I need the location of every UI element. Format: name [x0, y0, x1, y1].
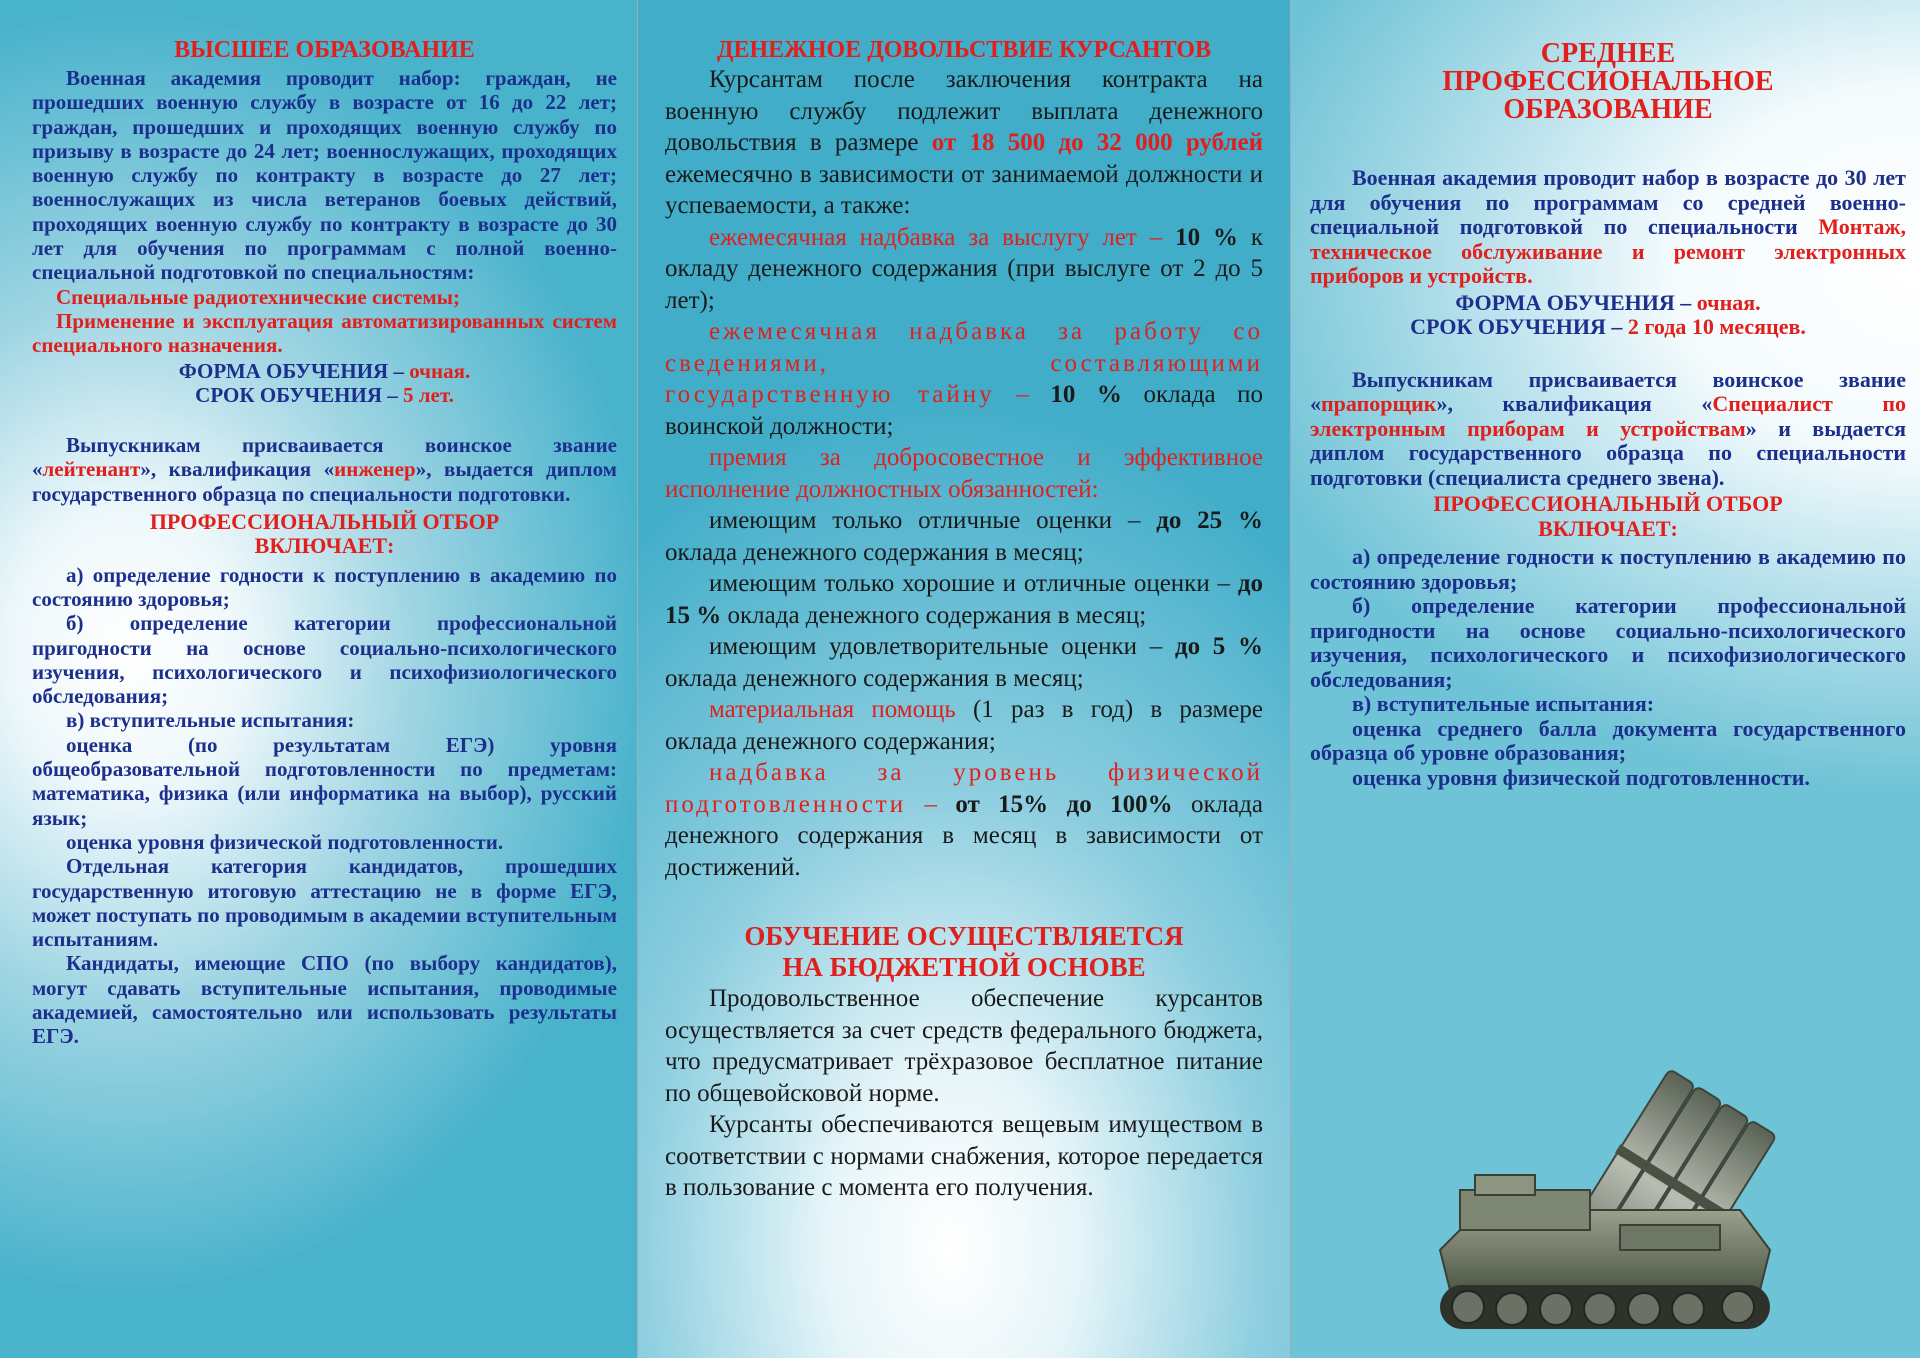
secondary-title-line3: ОБРАЗОВАНИЕ — [1503, 94, 1713, 125]
study-term — [32, 383, 617, 407]
selection-item-b: б) определение категории профессиональной пригодности на основе социально-психологического изучения, психологического и психофизиологического обследования; — [32, 611, 617, 709]
allowance-intro-post: ежемесячно в зависимости от занимаемой должности и успеваемости, а также: — [665, 160, 1263, 219]
rank-warrant-officer: прапорщик — [1321, 391, 1437, 416]
selection-title — [32, 510, 617, 559]
secondary-term-label: СРОК ОБУЧЕНИЯ – — [1410, 314, 1623, 339]
premium-excellent-value: до 25 % — [1156, 507, 1264, 534]
premium-satisfactory-post: оклада денежного содержания в месяц; — [665, 664, 1084, 692]
secondary-sel-a: а) определение годности к поступлению в академию по состоянию здоровья; — [1310, 544, 1906, 594]
bonus-secret-label: ежемесячная надбавка за работу со сведениями, составляющими государственную тайну — [665, 318, 1263, 408]
bonus-seniority — [665, 222, 1263, 317]
material-aid-text: (1 раз в год) в размере оклада денежного содержания; — [665, 696, 1263, 755]
bonus-physical-text: оклада денежного содержания в месяц в зависимости от достижений. — [665, 790, 1263, 881]
secondary-selection-line1: ПРОФЕССИОНАЛЬНЫЙ ОТБОР — [1433, 491, 1783, 516]
secondary-grad-pre: Выпускникам присваивается воинское звание « — [1310, 366, 1906, 416]
premium-satisfactory — [665, 631, 1263, 694]
extra-paragraph-2: Кандидаты, имеющие СПО (по выбору кандидатов), могут сдавать вступительные испытания, проводимые академией, самостоятельно или использовать результаты ЕГЭ. — [32, 951, 617, 1049]
bonus-secret-text: оклада по воинской должности; — [665, 381, 1264, 440]
bonus-physical-label: надбавка за уровень физической подготовленности — [665, 759, 1263, 818]
qualification-specialist: Специалист по электронным приборам и устройствам — [1310, 391, 1907, 441]
higher-education-title: ВЫСШЕЕ ОБРАЗОВАНИЕ — [174, 37, 475, 63]
budget-title-line2: НА БЮДЖЕТНОЙ ОСНОВЕ — [782, 952, 1146, 982]
bonus-premium: премия за добросовестное и эффективное исполнение должностных обязанностей: — [665, 444, 1263, 503]
intro-paragraph: Военная академия проводит набор: граждан, не прошедших военную службу в возрасте от 16 до 22 лет; граждан, прошедших и проходящих военную службу по призыву в возрасте до 24 лет; военнослужащих, проходящих военную службу по контракту в возрасте до 27 лет; военнослужащих из числа ветеранов боевых действий, проходящих военную службу по контракту в возрасте до 30 лет для обучения по программам с полной военно-специальной подготовкой по специальностям: — [32, 66, 617, 285]
secondary-sel-c2: оценка уровня физической подготовленности. — [1352, 764, 1810, 790]
premium-good — [665, 568, 1263, 631]
secondary-sel-b: б) определение категории профессиональной пригодности на основе социально-психологического изучения, психологического и психофизиологического обследования; — [1310, 593, 1906, 692]
graduate-text-post: », выдается диплом государственного образца по специальности подготовки. — [32, 457, 617, 506]
secondary-education-title — [1310, 40, 1906, 124]
secondary-grad-mid: », квалификация « — [1436, 391, 1713, 416]
secondary-selection-line2: ВКЛЮЧАЕТ: — [1538, 515, 1678, 541]
graduate-text-mid: », квалификация « — [140, 457, 335, 482]
premium-good-value: до 15 % — [665, 570, 1263, 629]
missile-launcher-vehicle-icon — [1420, 1060, 1800, 1350]
study-term-label: СРОК ОБУЧЕНИЯ – — [195, 382, 398, 407]
bonus-seniority-text: к окладу денежного содержания (при выслуге от 2 до 5 лет); — [665, 223, 1264, 314]
bonus-secret-value: 10 % — [1050, 381, 1122, 408]
premium-excellent-post: оклада денежного содержания в месяц; — [665, 538, 1084, 566]
study-form-value: очная. — [409, 358, 471, 383]
selection-item-a: а) определение годности к поступлению в академию по состоянию здоровья; — [32, 562, 617, 611]
selection-item-c2: оценка уровня физической подготовленности. — [66, 829, 504, 854]
bonus-secret-dash: – — [1016, 381, 1029, 408]
bonus-physical-value: от 15% до 100% — [955, 790, 1173, 818]
premium-satisfactory-value: до 5 % — [1174, 633, 1263, 660]
graduate-text-pre: Выпускникам присваивается воинское звание « — [32, 433, 617, 482]
budget-food: Продовольственное обеспечение курсантов осуществляется за счет средств федерального бюджета, что предусматривает трёхразовое бесплатное питание по общевойсковой норме. — [665, 985, 1263, 1107]
secondary-sel-c: в) вступительные испытания: — [1352, 691, 1655, 716]
secondary-specialty: Монтаж, техническое обслуживание и ремонт электронных приборов и устройств. — [1310, 214, 1907, 288]
secondary-intro — [1310, 166, 1906, 289]
study-form-label: ФОРМА ОБУЧЕНИЯ – — [178, 358, 404, 383]
allowance-intro — [665, 64, 1263, 222]
secondary-graduate — [1310, 368, 1906, 491]
material-aid-label: материальная помощь — [709, 696, 956, 723]
bonus-secret — [665, 316, 1263, 442]
secondary-term-value: 2 года 10 месяцев. — [1627, 314, 1806, 339]
bonus-physical — [665, 757, 1263, 883]
secondary-intro-pre: Военная академия проводит набор в возрасте до 30 лет для обучения по программам со средней военно-специальной подготовкой по специальности — [1310, 165, 1906, 239]
bonus-seniority-value: 10 % — [1175, 223, 1238, 251]
selection-title-line1: ПРОФЕССИОНАЛЬНЫЙ ОТБОР — [149, 509, 500, 535]
higher-education-body — [32, 66, 617, 1049]
premium-good-text: имеющим только хорошие и отличные оценки – — [709, 570, 1231, 597]
secondary-selection-title — [1310, 492, 1906, 541]
budget-title-line1: ОБУЧЕНИЕ ОСУЩЕСТВЛЯЕТСЯ — [744, 921, 1184, 951]
rank-lieutenant: лейтенант — [42, 457, 141, 482]
secondary-education-body — [1310, 166, 1906, 790]
allowance-title: ДЕНЕЖНОЕ ДОВОЛЬСТВИЕ КУРСАНТОВ — [716, 37, 1212, 63]
bonus-seniority-label: ежемесячная надбавка за выслугу лет – — [709, 223, 1163, 251]
budget-clothing: Курсанты обеспечиваются вещевым имуществом в соответствии с нормами снабжения, которое передается в пользование с момента его получения. — [665, 1111, 1263, 1201]
secondary-study-term — [1310, 315, 1906, 340]
selection-item-c: в) вступительные испытания: — [66, 708, 355, 733]
study-term-value: 5 лет. — [402, 382, 454, 407]
extra-paragraph-1: Отдельная категория кандидатов, прошедших государственную итоговую аттестацию не в форме ЕГЭ, может поступать по проводимым в академии вступительным испытаниям. — [32, 854, 617, 952]
secondary-sel-c1: оценка среднего балла документа государственного образца об уровне образования; — [1310, 715, 1906, 765]
secondary-form-label: ФОРМА ОБУЧЕНИЯ – — [1455, 289, 1692, 315]
premium-excellent-text: имеющим только отличные оценки – — [709, 507, 1141, 534]
selection-item-c1: оценка (по результатам ЕГЭ) уровня общеобразовательной подготовленности по предметам: математика, физика (или информатика на выбор), русский язык; — [32, 732, 617, 830]
specialty-1: Специальные радиотехнические системы; — [56, 284, 461, 309]
bonus-physical-dash: – — [924, 790, 937, 818]
selection-title-line2: ВКЛЮЧАЕТ: — [254, 533, 395, 559]
column-higher-education — [0, 0, 637, 1358]
allowance-amount: от 18 500 до 32 000 рублей — [931, 129, 1263, 156]
secondary-title-line1: СРЕДНЕЕ — [1540, 38, 1676, 69]
premium-satisfactory-text: имеющим удовлетворительные оценки – — [709, 633, 1163, 660]
study-form — [32, 359, 617, 383]
graduate-paragraph — [32, 433, 617, 506]
secondary-grad-post: » и выдается диплом государственного образца по специальности подготовки (специалиста среднего звена). — [1310, 415, 1907, 490]
premium-excellent — [665, 505, 1263, 568]
specialty-2: Применение и эксплуатация автоматизированных систем специального назначения. — [32, 308, 617, 358]
budget-title — [665, 921, 1263, 983]
secondary-form-value: очная. — [1696, 289, 1761, 315]
column-allowance — [638, 0, 1290, 1358]
material-aid — [665, 694, 1263, 757]
qualification-engineer: инженер — [334, 457, 416, 482]
secondary-study-form — [1310, 291, 1906, 316]
secondary-title-line2: ПРОФЕССИОНАЛЬНОЕ — [1442, 66, 1774, 97]
allowance-body — [665, 64, 1263, 1204]
allowance-intro-pre: Курсантам после заключения контракта на военную службу подлежит выплата денежного довольствия в размере — [665, 66, 1263, 156]
premium-good-post: оклада денежного содержания в месяц; — [727, 601, 1147, 629]
